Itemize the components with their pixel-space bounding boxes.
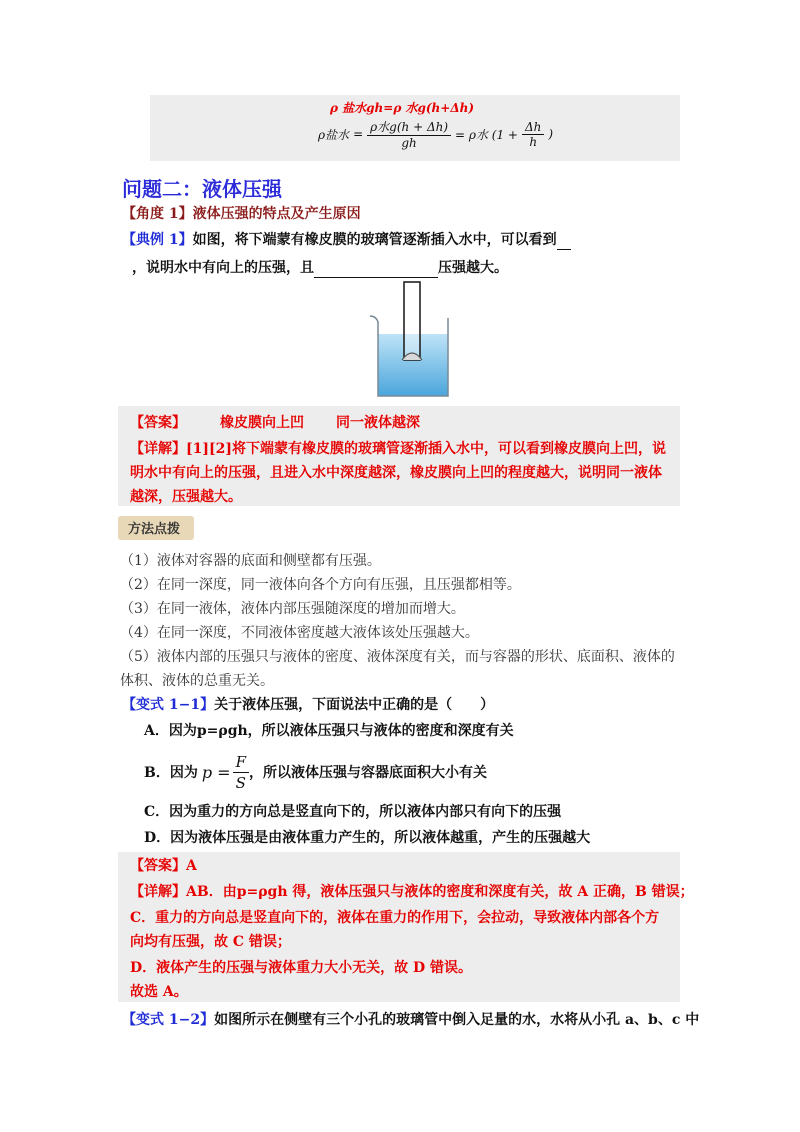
- glass-tube: [404, 282, 420, 360]
- option-b-pre: B．因为: [144, 764, 198, 781]
- option-b-formula-p: p =: [201, 762, 231, 782]
- detail-line-1: [130, 439, 666, 459]
- formula-fraction-2: [522, 120, 544, 149]
- detail-line-3: 越深，压强越大。: [130, 489, 242, 505]
- beaker-illustration: [366, 280, 462, 402]
- detail2-tag: 【详解】: [130, 884, 186, 900]
- answer-line-2: [130, 856, 197, 876]
- answer-value-2: A: [186, 858, 197, 874]
- detail2-line-3: 向均有压强，故 C 错误；: [130, 934, 291, 950]
- detail2-line-4: D．液体产生的压强与液体重力大小无关，故 D 错误。: [130, 960, 473, 976]
- example-tag: 【典例 1】: [122, 232, 193, 248]
- blank-2: [314, 263, 438, 278]
- method-item-2: （2）在同一深度，同一液体向各个方向有压强，且压强都相等。: [120, 577, 521, 593]
- variant-12-text: 如图所示在侧壁有三个小孔的玻璃管中倒入足量的水，水将从小孔 a、b、c 中: [214, 1012, 700, 1028]
- answer-line-1: [130, 413, 420, 433]
- formula-eq1: =: [353, 127, 364, 141]
- option-b: [144, 752, 487, 793]
- formula-num2: Δh: [522, 120, 544, 135]
- formula-eq2: = ρ水 (1 +: [455, 127, 518, 142]
- formula-den2: h: [529, 134, 538, 149]
- method-item-4: （4）在同一深度，不同液体密度越大液体该处压强越大。: [120, 625, 479, 641]
- answer-tag-2: 【答案】: [130, 858, 186, 874]
- angle-tag: 【角度 1】: [122, 206, 193, 222]
- detail2-line-2: C．重力的方向总是竖直向下的，液体在重力的作用下，会拉动，导致液体内部各个方: [130, 910, 660, 926]
- answer-value-1a: 橡皮膜向上凹: [220, 415, 304, 431]
- answer-tag-1: 【答案】: [130, 415, 186, 431]
- detail-text-1a: [1][2]将下端蒙有橡皮膜的玻璃管逐渐插入水中，可以看到橡皮膜向上凹，说: [186, 441, 666, 457]
- detail-line-2: 明水中有向上的压强，且进入水中深度越深，橡皮膜向上凹的程度越大，说明同一液体: [130, 465, 662, 481]
- detail2-line-1: [130, 882, 694, 902]
- option-b-num: F: [233, 752, 249, 773]
- angle-text: 液体压强的特点及产生原因: [192, 206, 361, 222]
- example-text-1: 如图，将下端蒙有橡皮膜的玻璃管逐渐插入水中，可以看到: [192, 232, 557, 248]
- formula-den1: gh: [401, 136, 417, 150]
- formula-rho-salt: ρ盐水: [318, 127, 350, 142]
- example-text-2a: ，说明水中有向上的压强，且: [132, 260, 314, 276]
- method-item-1: （1）液体对容器的底面和侧壁都有压强。: [120, 553, 381, 569]
- option-d: D．因为液体压强是由液体重力产生的，所以液体越重，产生的压强越大: [144, 830, 591, 846]
- variant-11-tag: 【变式 1−1】: [122, 697, 215, 713]
- formula-fraction-1: [367, 118, 451, 150]
- method-item-3: （3）在同一液体，液体内部压强随深度的增加而增大。: [120, 601, 465, 617]
- section-title: 问题二：液体压强: [122, 177, 282, 201]
- example-line-1: [122, 230, 571, 250]
- angle-line: [122, 204, 361, 224]
- detail-tag-1: 【详解】: [130, 441, 186, 457]
- formula-close: ): [548, 127, 554, 141]
- variant-11-line: [122, 695, 494, 715]
- option-a: A．因为p=ρgh，所以液体压强只与液体的密度和深度有关: [144, 723, 514, 739]
- variant-12-line: [122, 1010, 699, 1030]
- detail2-text-1: AB．由p=ρgh 得，液体压强只与液体的密度和深度有关，故 A 正确，B 错误；: [186, 884, 694, 900]
- blank-1: [557, 235, 571, 250]
- option-b-fraction: [233, 752, 249, 793]
- option-b-post: ，所以液体压强与容器底面积大小有关: [249, 764, 487, 781]
- option-c: C．因为重力的方向总是竖直向下的，所以液体内部只有向下的压强: [144, 804, 562, 820]
- method-item-6: 体积、液体的总重无关。: [120, 673, 274, 689]
- method-tag: 方法点拨: [128, 522, 181, 537]
- detail2-line-5: 故选 A。: [130, 984, 188, 1000]
- method-item-5: （5）液体内部的压强只与液体的密度、液体深度有关，而与容器的形状、底面积、液体的: [120, 649, 675, 665]
- formula-top-line: ρ 盐水gh=ρ 水g(h+Δh): [330, 101, 475, 115]
- answer-value-1b: 同一液体越深: [336, 415, 420, 431]
- formula-main: [318, 118, 553, 150]
- formula-num1: ρ水g(h + Δh): [367, 118, 451, 136]
- variant-11-question: 关于液体压强，下面说法中正确的是（ ）: [214, 697, 495, 713]
- variant-12-tag: 【变式 1−2】: [122, 1012, 215, 1028]
- example-text-2b: 压强越大。: [438, 260, 508, 276]
- example-line-2: [132, 258, 508, 278]
- option-b-den: S: [235, 774, 246, 792]
